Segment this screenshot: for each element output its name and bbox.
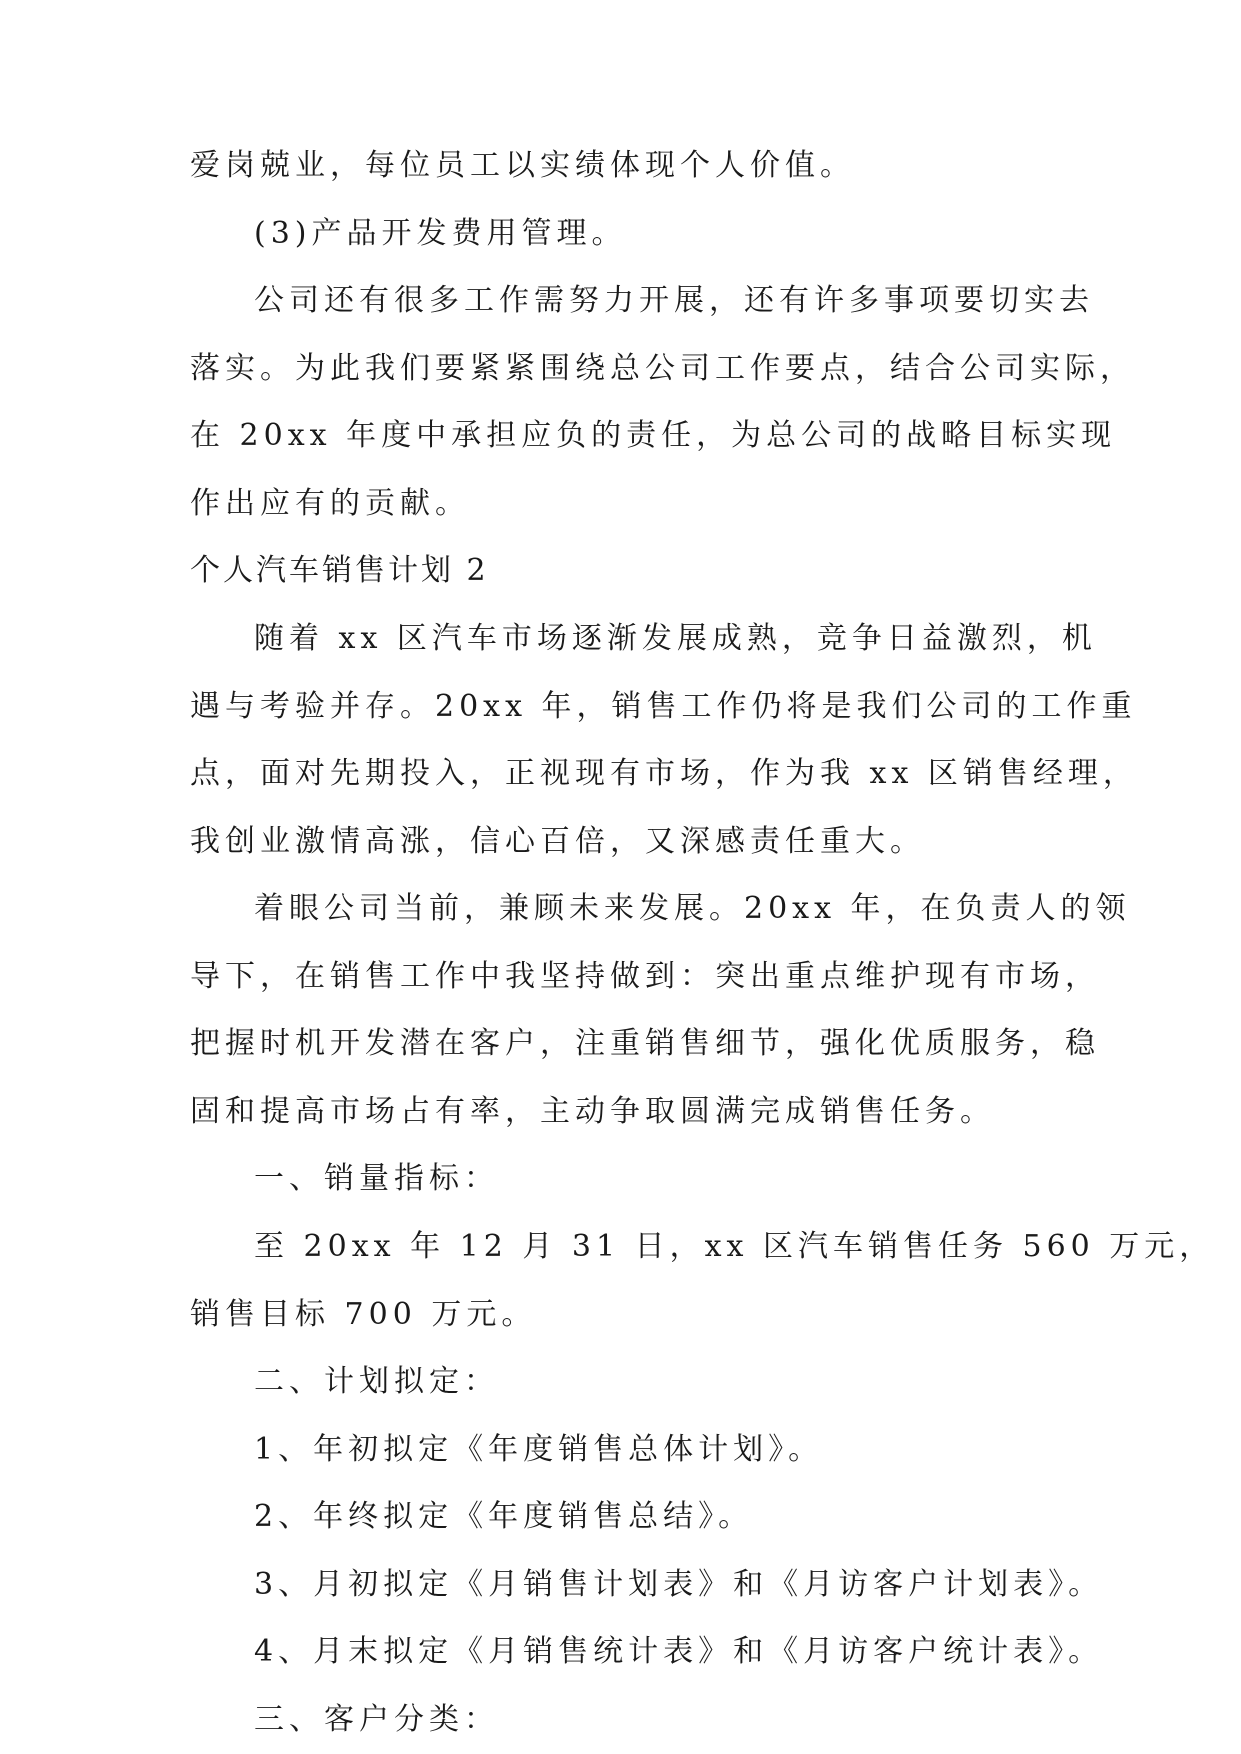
text-line: 遇与考验并存。20xx 年，销售工作仍将是我们公司的工作重 — [190, 689, 1137, 724]
section-heading: 个人汽车销售计划 2 — [190, 553, 489, 588]
text-line: 销售目标 700 万元。 — [190, 1297, 537, 1332]
text-line: 4、月末拟定《月销售统计表》和《月访客户统计表》。 — [254, 1634, 1104, 1669]
text-line: 作出应有的贡献。 — [190, 486, 470, 521]
text-line: 随着 xx 区汽车市场逐渐发展成熟，竞争日益激烈，机 — [254, 621, 1097, 656]
text-line: 固和提高市场占有率，主动争取圆满完成销售任务。 — [190, 1094, 995, 1129]
text-line: 在 20xx 年度中承担应负的责任，为总公司的战略目标实现 — [190, 418, 1117, 453]
text-line: 3、月初拟定《月销售计划表》和《月访客户计划表》。 — [254, 1567, 1104, 1602]
text-line: 公司还有很多工作需努力开展，还有许多事项要切实去 — [254, 283, 1094, 318]
text-line: 二、计划拟定： — [254, 1364, 499, 1399]
text-line: 爱岗兢业，每位员工以实绩体现个人价值。 — [190, 148, 855, 183]
text-line: 三、客户分类： — [254, 1702, 499, 1737]
text-line: 落实。为此我们要紧紧围绕总公司工作要点，结合公司实际， — [190, 351, 1135, 386]
text-line: 2、年终拟定《年度销售总结》。 — [254, 1499, 754, 1534]
text-line: 导下，在销售工作中我坚持做到：突出重点维护现有市场， — [190, 959, 1100, 994]
text-line: 我创业激情高涨，信心百倍，又深感责任重大。 — [190, 824, 925, 859]
text-line: 1、年初拟定《年度销售总体计划》。 — [254, 1432, 824, 1467]
text-line: 点，面对先期投入，正视现有市场，作为我 xx 区销售经理， — [190, 756, 1138, 791]
text-line: (3)产品开发费用管理。 — [254, 216, 627, 251]
text-line: 着眼公司当前，兼顾未来发展。20xx 年，在负责人的领 — [254, 891, 1131, 926]
text-line: 一、销量指标： — [254, 1161, 499, 1196]
text-line: 至 20xx 年 12 月 31 日，xx 区汽车销售任务 560 万元， — [254, 1229, 1215, 1264]
text-line: 把握时机开发潜在客户，注重销售细节，强化优质服务，稳 — [190, 1026, 1100, 1061]
